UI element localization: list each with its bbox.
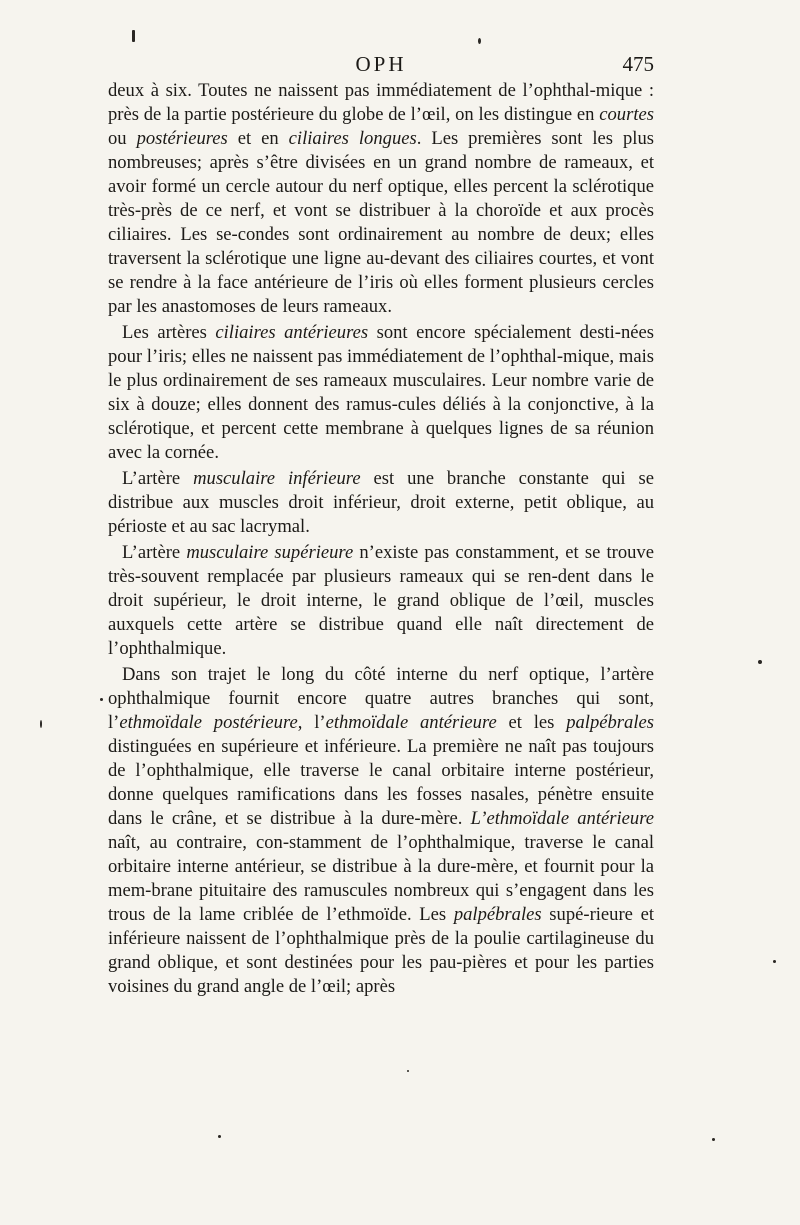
italic-term: courtes [599, 104, 654, 125]
print-speck [478, 38, 481, 44]
page-number: 475 [622, 52, 654, 76]
italic-term: postérieures [136, 128, 228, 149]
italic-term: L’ethmoïdale antérieure [470, 808, 655, 829]
page-header [108, 52, 654, 82]
italic-term: palpébrales [453, 904, 542, 925]
paragraph [108, 467, 654, 539]
text-run: deux à six. Toutes ne naissent pas immédiatement de l’ophthal-mique : près de la partie postérieure du globe de l’œil, on les distingue en [108, 80, 654, 125]
italic-term: ethmoïdale antérieure [325, 712, 497, 733]
paragraph [108, 79, 654, 319]
italic-term: musculaire supérieure [186, 542, 354, 563]
text-run: n’existe pas constamment, et se trouve très-souvent remplacée par plusieurs rameaux qui se ren-dent dans le droit supérieur, le droit interne, le grand oblique de l’œil, muscles auxquels cette artère se distribue quand elle naît directement de l’ophthalmique. [108, 542, 654, 659]
paragraph [108, 541, 654, 661]
paragraph [108, 663, 654, 999]
running-head: OPH [355, 52, 407, 76]
body-text [108, 79, 654, 999]
italic-term: musculaire inférieure [193, 468, 361, 489]
paragraph [108, 321, 654, 465]
text-run: . Les premières sont les plus nombreuses; après s’être divisées en un grand nombre de rameaux, et avoir formé un cercle autour du nerf optique, elles percent la sclérotique très-près de ce nerf, et vont se distribuer à la choroïde et aux procès ciliaires. Les se-condes sont ordinairement au nombre de deux; elles traversent la sclérotique une ligne au-devant des ciliaires courtes, et vont se rendre à la face antérieure de l’iris où elles forment plusieurs cercles par les anastomoses de leurs rameaux. [108, 128, 654, 317]
italic-term: ethmoïdale postérieure [119, 712, 298, 733]
text-run: sont encore spécialement desti-nées pour l’iris; elles ne naissent pas immédiatement de l’ophthal-mique, mais le plus ordinairement de ses rameaux musculaires. Leur nombre varie de six à douze; elles donnent des ramus-cules déliés à la conjonctive, à la sclérotique, et percent cette membrane à quelques lignes de sa réunion avec la cornée. [108, 322, 654, 463]
italic-term: palpébrales [566, 712, 654, 733]
text-run: et les [496, 712, 567, 733]
print-speck [218, 1135, 221, 1138]
print-speck [407, 1070, 409, 1072]
print-speck [132, 30, 135, 42]
print-speck [100, 698, 103, 701]
print-speck [712, 1138, 715, 1141]
print-speck [40, 720, 42, 728]
text-run: , l’ [297, 712, 326, 733]
text-run: Les artères [122, 322, 216, 343]
print-speck [758, 660, 762, 664]
text-run: ou [108, 128, 137, 149]
text-run: Dans son trajet le long du côté interne du nerf optique, l’artère ophthalmique fournit encore quatre autres branches qui sont, l’ [108, 664, 654, 733]
text-run: supé-rieure et inférieure naissent de l’ophthalmique près de la poulie cartilagineuse du grand oblique, et sont destinées pour les pau-pières et pour les parties voisines du grand angle de l’œil; après [108, 904, 655, 997]
text-run: L’artère [122, 468, 194, 489]
text-run: L’artère [122, 542, 187, 563]
text-run: et en [227, 128, 289, 149]
italic-term: ciliaires antérieures [215, 322, 369, 343]
italic-term: ciliaires longues [288, 128, 417, 149]
text-run: est une branche constante qui se distribue aux muscles droit inférieur, droit externe, petit oblique, au périoste et au sac lacrymal. [108, 468, 655, 537]
text-run: naît, au contraire, con-stamment de l’ophthalmique, traverse le canal orbitaire interne antérieur, se distribue à la dure-mère, et fournit pour la mem-brane pituitaire des ramuscules nombreux qui s’engagent dans les trous de la lame criblée de l’ethmoïde. Les [108, 832, 654, 925]
print-speck [773, 960, 776, 963]
text-run: distinguées en supérieure et inférieure. La première ne naît pas toujours de l’ophthalmique, elle traverse le canal orbitaire interne postérieur, donne quelques ramifications dans les fosses nasales, pénètre ensuite dans le crâne, et se distribue à la dure-mère. [108, 736, 654, 829]
